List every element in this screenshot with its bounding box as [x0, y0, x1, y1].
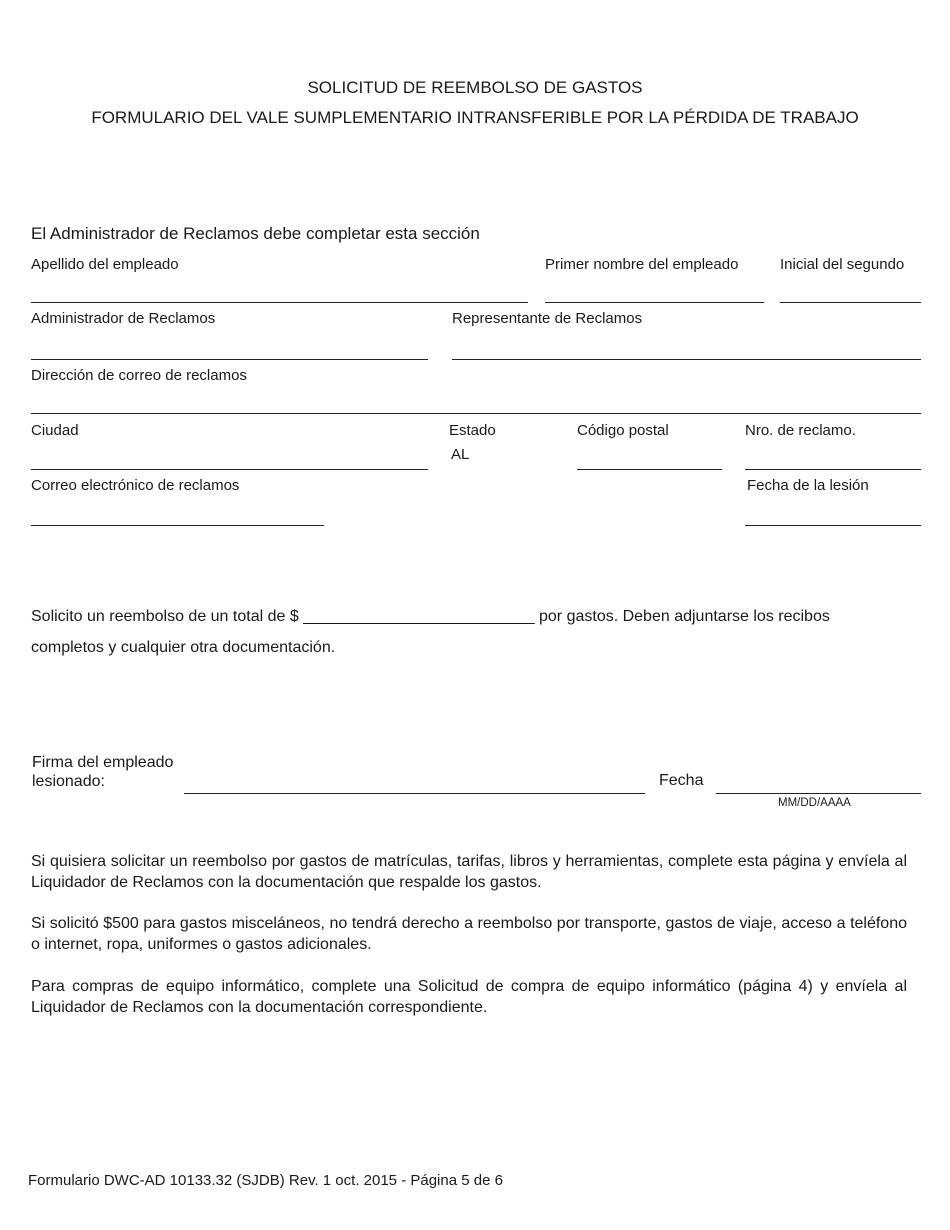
city-label: Ciudad: [31, 422, 79, 439]
form-title: SOLICITUD DE REEMBOLSO DE GASTOS: [307, 78, 643, 97]
employee-last-name-label: Apellido del empleado: [31, 256, 179, 273]
instruction-paragraph-2: Si solicitó $500 para gastos misceláneos, no tendrá derecho a reembolso por transporte, gastos de viaje, acceso a teléfono o internet, ropa, uniformes o gastos adicionales.: [31, 915, 907, 953]
state-value: AL: [451, 446, 470, 463]
employee-last-name-line: [31, 302, 528, 303]
signature-date-input[interactable]: [716, 771, 920, 791]
form-footer: Formulario DWC-AD 10133.32 (SJDB) Rev. 1 oct. 2015 - Página 5 de 6: [28, 1172, 503, 1189]
zip-code-line: [577, 469, 722, 470]
claims-email-input[interactable]: [31, 502, 323, 522]
zip-code-label: Código postal: [577, 422, 669, 439]
reimbursement-line-1: [31, 608, 921, 626]
middle-initial-line: [780, 302, 921, 303]
employee-first-name-line: [545, 302, 764, 303]
reimbursement-amount-blank[interactable]: __________________________: [303, 608, 535, 625]
claims-email-line: [31, 525, 324, 526]
claims-representative-line: [452, 359, 921, 360]
claims-mailing-address-input[interactable]: [31, 391, 920, 411]
claims-administrator-label: Administrador de Reclamos: [31, 310, 216, 327]
claims-administrator-line: [31, 359, 428, 360]
claim-number-label: Nro. de reclamo.: [745, 422, 856, 439]
reimbursement-text-before: Solicito un reembolso de un total de $: [31, 608, 299, 625]
reimbursement-text-after: por gastos. Deben adjuntarse los recibos: [539, 608, 830, 625]
claims-representative-label: Representante de Reclamos: [452, 310, 643, 327]
signature-input[interactable]: [184, 771, 644, 791]
city-line: [31, 469, 428, 470]
injury-date-line: [745, 525, 921, 526]
employee-last-name-input[interactable]: [31, 280, 527, 300]
signature-label-line1: Firma del empleado: [32, 754, 174, 771]
employee-first-name-label: Primer nombre del empleado: [545, 256, 739, 273]
claim-number-input[interactable]: [745, 446, 920, 466]
claim-number-line: [745, 469, 921, 470]
claims-email-label: Correo electrónico de reclamos: [31, 477, 240, 494]
signature-date-line: [716, 793, 921, 794]
city-input[interactable]: [31, 446, 427, 466]
state-label: Estado: [449, 422, 496, 439]
middle-initial-label: Inicial del segundo: [780, 256, 905, 273]
claims-administrator-input[interactable]: [31, 336, 427, 356]
injury-date-input[interactable]: [745, 502, 920, 522]
employee-first-name-input[interactable]: [545, 280, 763, 300]
claims-mailing-address-line: [31, 413, 921, 414]
date-format-hint: MM/DD/AAAA: [778, 797, 851, 809]
instruction-paragraph-3: Para compras de equipo informático, complete una Solicitud de compra de equipo informático (página 4) y envíela al Liquidador de Reclamos con la documentación correspondiente.: [31, 978, 907, 1016]
form-subtitle: FORMULARIO DEL VALE SUMPLEMENTARIO INTRANSFERIBLE POR LA PÉRDIDA DE TRABAJO: [91, 108, 859, 127]
signature-label-line2: lesionado:: [32, 773, 105, 790]
date-label: Fecha: [659, 772, 704, 789]
instruction-paragraph-1: Si quisiera solicitar un reembolso por gastos de matrículas, tarifas, libros y herramientas, complete esta página y envíela al Liquidador de Reclamos con la documentación que respalde los gastos.: [31, 853, 907, 891]
claims-section-title: El Administrador de Reclamos debe completar esta sección: [31, 224, 480, 243]
claims-representative-input[interactable]: [452, 336, 920, 356]
injury-date-label: Fecha de la lesión: [747, 477, 869, 494]
zip-code-input[interactable]: [577, 446, 721, 466]
middle-initial-input[interactable]: [780, 280, 920, 300]
claims-mailing-address-label: Dirección de correo de reclamos: [31, 367, 247, 384]
reimbursement-line-2: completos y cualquier otra documentación.: [31, 639, 336, 656]
signature-line: [184, 793, 645, 794]
